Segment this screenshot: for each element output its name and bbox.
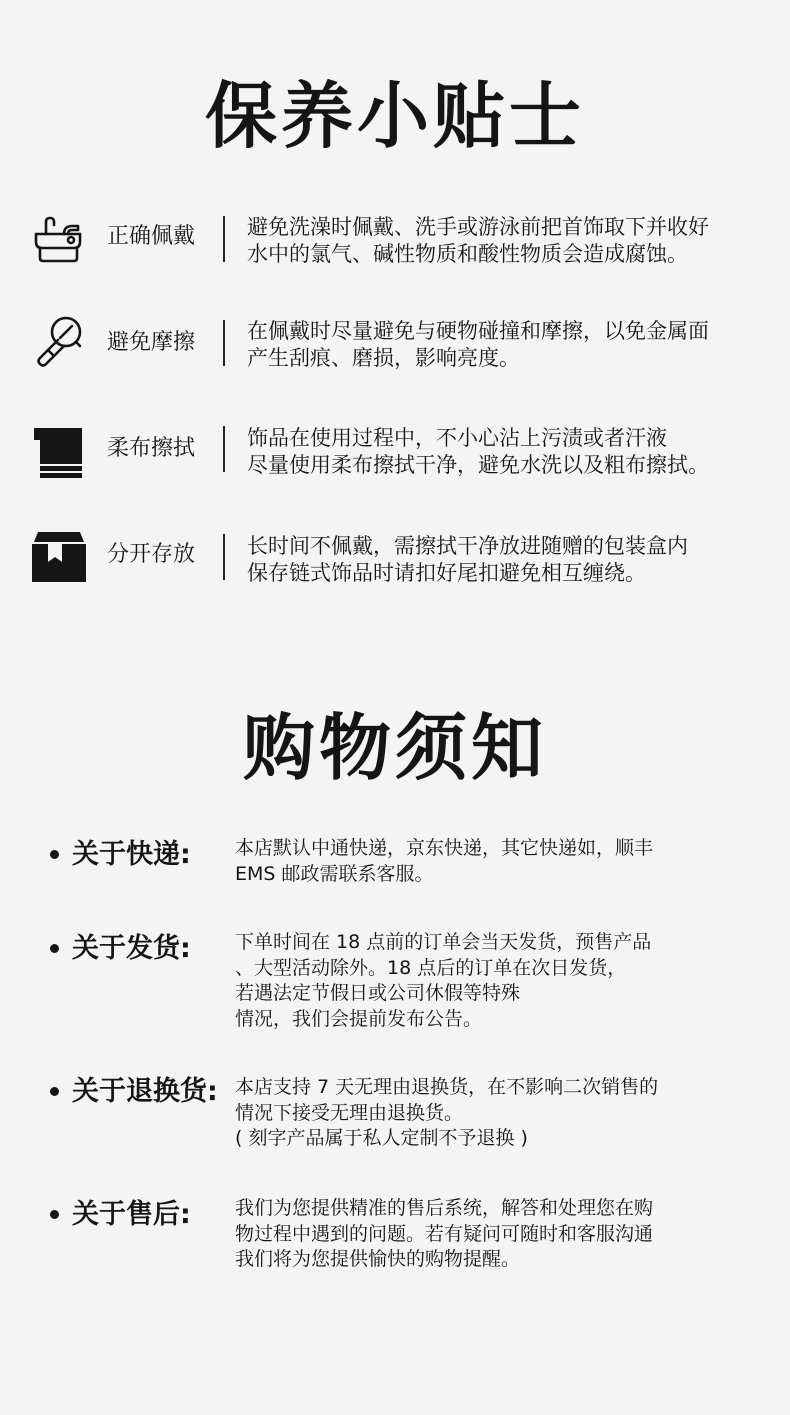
bullet <box>50 850 59 859</box>
tip-text: 饰品在使用过程中，不小心沾上污渍或者汗液 尽量使用柔布擦拭干净，避免水洗以及粗布擦拭。 <box>247 426 709 477</box>
tip-text: 长时间不佩戴，需擦拭干净放进随赠的包装盒内 保存链式饰品时请扣好尾扣避免相互缠绕。 <box>247 534 688 585</box>
divider <box>223 426 225 472</box>
tip-label: 避免摩擦 <box>107 330 196 355</box>
tip-text: 在佩戴时尽量避免与硬物碰撞和摩擦，以免金属面 产生刮痕、磨损，影响亮度。 <box>247 319 709 370</box>
notice-label: 关于快递: <box>72 839 191 870</box>
tip-avoid-friction <box>0 312 790 392</box>
care-tips-title: 保养小贴士 <box>204 74 585 158</box>
divider <box>223 534 225 580</box>
notice-label: 关于退换货: <box>72 1076 218 1107</box>
tip-label: 正确佩戴 <box>107 224 196 249</box>
tip-label: 柔布擦拭 <box>107 436 196 461</box>
tip-store-separately <box>0 526 790 606</box>
bullet <box>50 1087 59 1096</box>
towel-icon <box>30 424 88 482</box>
bullet <box>50 1210 59 1219</box>
notice-text: 我们为您提供精准的售后系统，解答和处理您在购 物过程中遇到的问题。若有疑问可随时和客服沟通 我们将为您提供愉快的购物提醒。 <box>235 1197 654 1270</box>
notice-label: 关于发货: <box>72 933 191 964</box>
divider <box>223 216 225 262</box>
notice-label: 关于售后: <box>72 1199 191 1230</box>
tip-wear-correctly <box>0 210 790 290</box>
notice-text: 下单时间在 18 点前的订单会当天发货，预售产品 、大型活动除外。18 点后的订单在次日发货， 若遇法定节假日或公司休假等特殊 情况，我们会提前发布公告。 <box>235 931 652 1030</box>
grinder-icon <box>30 314 88 372</box>
tip-label: 分开存放 <box>107 542 196 567</box>
tip-soft-cloth <box>0 418 790 498</box>
tip-text: 避免洗澡时佩戴、洗手或游泳前把首饰取下并收好 水中的氯气、碱性物质和酸性物质会造成腐蚀。 <box>247 215 709 266</box>
washbasin-icon <box>30 212 88 270</box>
box-icon <box>30 528 88 586</box>
divider <box>223 320 225 366</box>
notice-text: 本店支持 7 天无理由退换货，在不影响二次销售的 情况下接受无理由退换货。 ( 刻字产品属于私人定制不予退换 ) <box>235 1076 659 1149</box>
bullet <box>50 944 59 953</box>
shopping-notice-title: 购物须知 <box>242 706 547 790</box>
notice-text: 本店默认中通快递，京东快递，其它快递如，顺丰 EMS 邮政需联系客服。 <box>235 837 654 885</box>
